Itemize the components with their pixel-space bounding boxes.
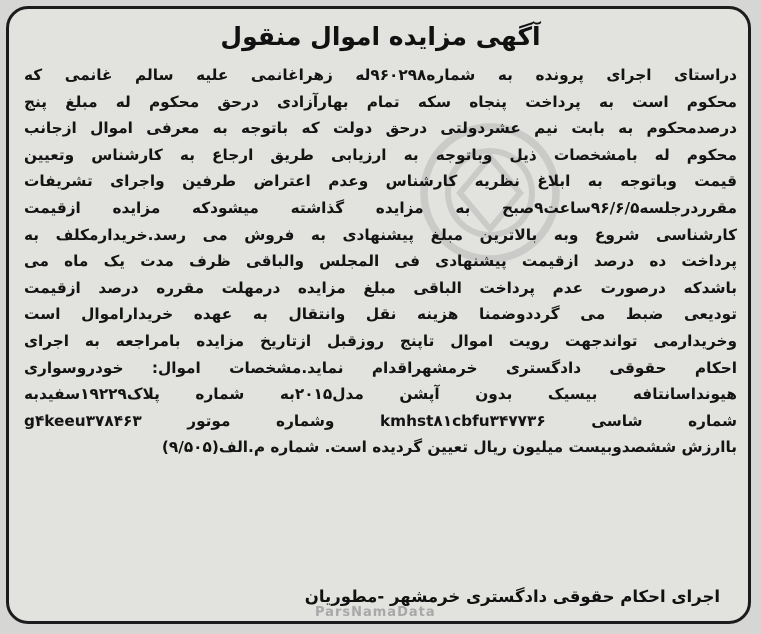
notice-line-8: پرداخت ده درصد ازقیمت پیشنهادی فی المجلس والباقی ظرف مدت یک ماه می [24, 252, 737, 271]
notice-line-11: وخریدارمی تواندجهت رویت اموال تاپنج روزقبل ازتاریخ مزایده بامراجعه به اجرای [24, 331, 737, 350]
notice-line-15: باارزش ششصدوبیست میلیون ریال تعیین گردیده است. شماره م.الف(۹/۵۰۵) [161, 438, 737, 457]
notice-line-10: تودیعی ضبط می گرددوضمنا هزینه نقل وانتقال به عهده خریداراموال است [24, 305, 737, 324]
notice-line-14: شماره شاسی kmhst۸۱cbfu۳۴۷۷۳۶ وشماره موتور g۴keeu۳۷۸۴۶۳ [24, 411, 737, 430]
notice-line-12: احکام حقوقی دادگستری خرمشهراقدام نماید.مشخصات اموال: خودروسواری [24, 358, 737, 377]
notice-line-4: محکوم له بامشخصات ذیل وباتوجه به ارزیابی طریق ارجاع به کارشناس وتعیین [24, 145, 737, 164]
notice-line-13: هیونداسانتافه بیسیک بدون آپشن مدل۲۰۱۵به شماره پلاک۱۹۲۲۹سفیدبه [24, 385, 737, 404]
notice-line-7: کارشناسی شروع وبه بالاترین مبلغ پیشنهادی به فروش می رسد.خریدارمکلف به [24, 225, 737, 244]
notice-signature: اجرای احکام حقوقی دادگستری خرمشهر -مطوریان [304, 587, 720, 606]
notice-line-1: دراستای اجرای پرونده به شماره۹۶۰۲۹۸له زهراغانمی علیه سالم غانمی که [24, 66, 737, 84]
notice-line-9: باشدکه درصورت عدم پرداخت الباقی مبلغ مزایده درمهلت مقرره درصد ازقیمت [24, 278, 737, 297]
notice-line-5: قیمت وباتوجه به ابلاغ نظریه کارشناس وعدم اعتراض طرفین واجرای تشریفات [24, 172, 737, 191]
notice-line-2: محکوم است به پرداخت پنجاه سکه تمام بهارآزادی درحق محکوم له مبلغ پنج [24, 92, 737, 111]
notice-line-3: درصدمحکوم به بابت نیم عشردولتی درحق دولت که باتوجه به معرفی اموال ازجانب [24, 119, 737, 138]
notice-body [24, 62, 737, 461]
watermark-text: ParsNamaData [315, 605, 436, 620]
notice-title: آگهی مزایده اموال منقول [220, 22, 541, 51]
notice-line-6: مقرردرجلسه۹۶/۶/۵ساعت۹صبح به مزایده گذاشته میشودکه مزایده ازقیمت [24, 198, 737, 217]
